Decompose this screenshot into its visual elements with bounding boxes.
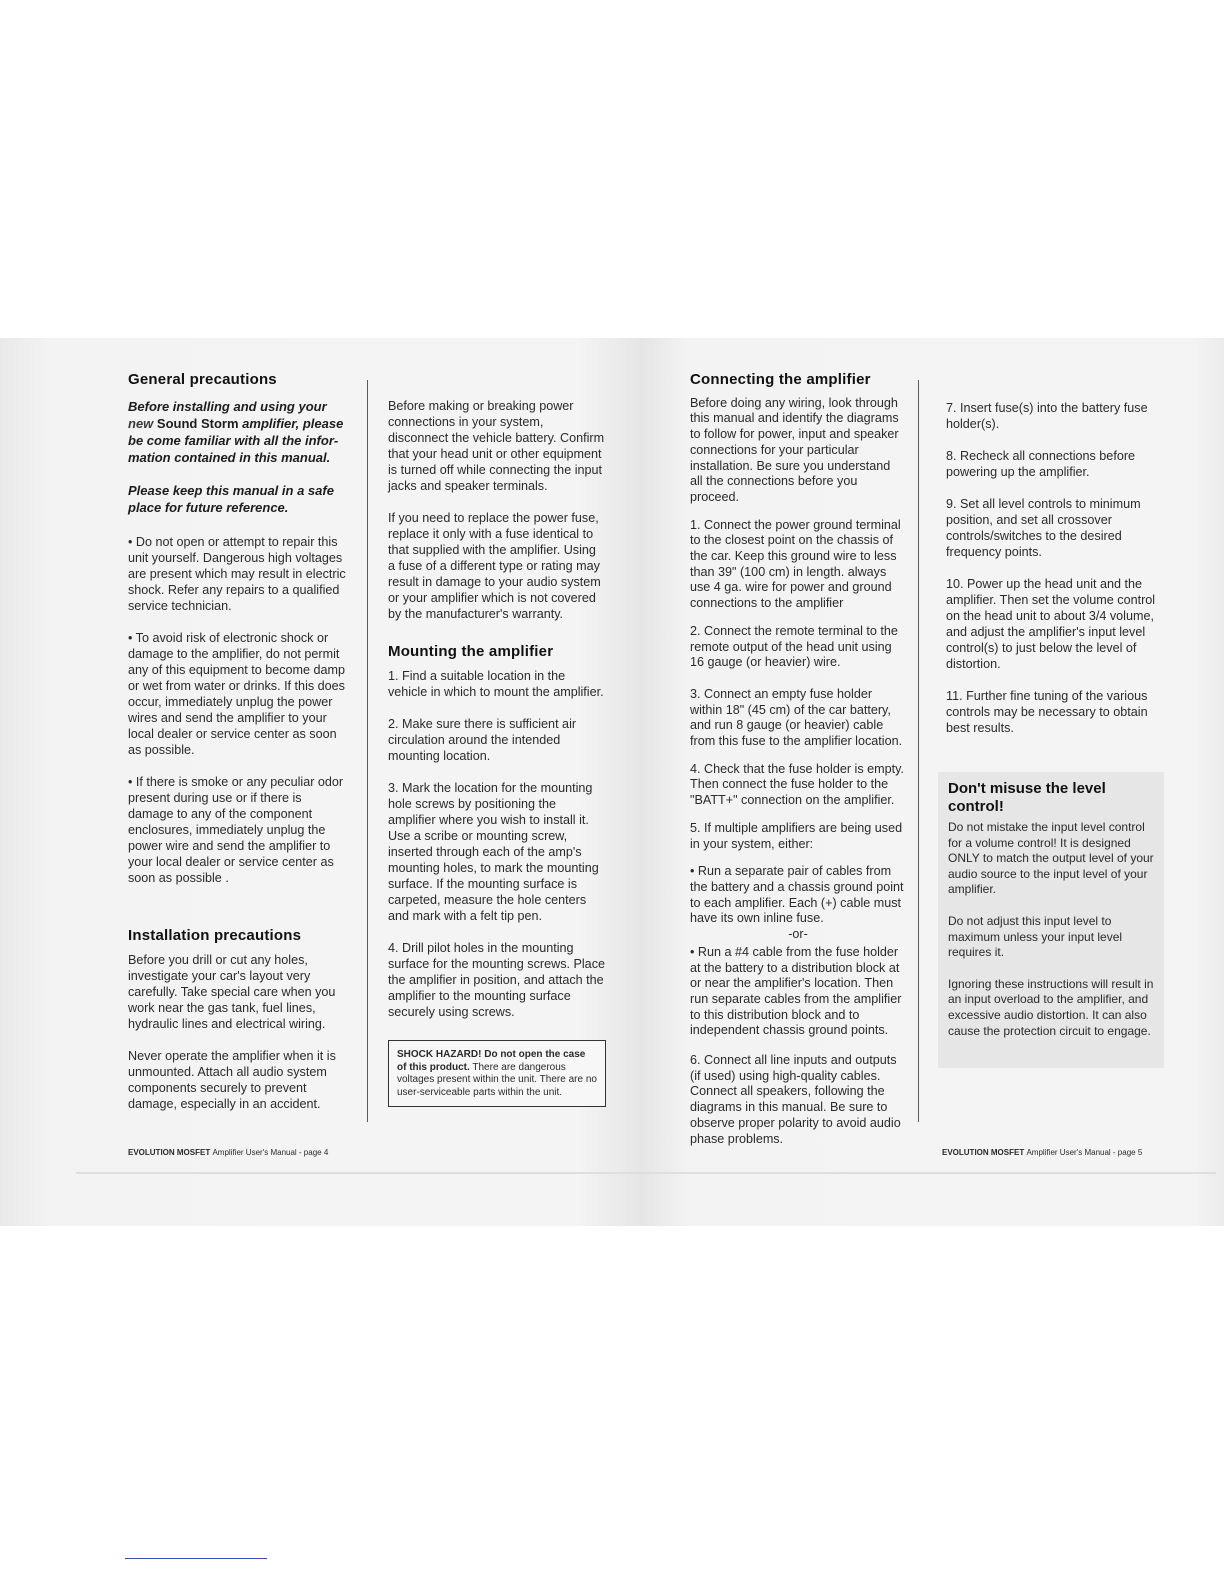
installation-precautions-heading: Installation precautions <box>128 927 302 944</box>
level-control-heading: Don't misuse the level control! <box>948 780 1106 815</box>
caution-box-content <box>948 780 1154 1055</box>
left-page-footer <box>128 1148 328 1157</box>
connect-step-11: 11. Further fine tuning of the various controls may be necessary to obtain best results. <box>946 689 1148 735</box>
power-para-1: Before making or breaking power connections in your system, disconnect the vehicle battery. Confirm that your head unit or other equipment is turned off while connecting the input jacks and speaker terminals. <box>388 399 605 493</box>
bottom-rule <box>125 1558 267 1559</box>
installation-para-1: Before you drill or cut any holes, investigate your car's layout very carefully. Take special care when you work near the gas tank, fuel lines, hydraulic lines and electrical wiring. <box>128 953 336 1031</box>
footer-page-label: Amplifier User's Manual - page 5 <box>1026 1148 1143 1157</box>
page-bottom-edge <box>76 1172 1216 1174</box>
connect-step-1: 1. Connect the power ground terminal to the closest point on the chassis of the car. Keep this ground wire to less than 39" (100 cm) in length. always use 4 ga. wire for power and ground connections to the amplifier <box>690 517 901 611</box>
power-para-2: If you need to replace the power fuse, replace it only with a fuse identical to that supplied with the amplifier. Using a fuse of a different type or rating may result in damage to your audio system or your amplifier which is not covered by the manufacturer's warranty. <box>388 511 601 621</box>
connect-step-2: 2. Connect the remote terminal to the remote output of the head unit using 16 gauge (or heavier) wire. <box>690 623 898 670</box>
connect-step-4: 4. Check that the fuse holder is empty. Then connect the fuse holder to the "BATT+" connection on the amplifier. <box>690 761 904 808</box>
shock-hazard-title: SHOCK HAZARD! Do not open the case of this product. <box>397 1049 586 1073</box>
left-column-2 <box>388 398 606 1107</box>
keep-manual-note: Please keep this manual in a safe place for future reference. <box>128 483 334 515</box>
footer-product: EVOLUTION MOSFET <box>942 1148 1025 1157</box>
general-precautions-heading: General precautions <box>128 371 277 388</box>
connect-step-6: 6. Connect all line inputs and outputs (if used) using high-quality cables. Connect all speakers, following the diagrams in this manual. Be sure to observe proper polarity to avoid audio phase problems. <box>690 1053 901 1146</box>
mounting-step-1: 1. Find a suitable location in the vehicle in which to mount the amplifier. <box>388 669 604 699</box>
level-control-para-3: Ignoring these instructions will result in an input overload to the amplifier, and excessive audio distortion. It can also cause the protection circuit to engage. <box>948 976 1154 1038</box>
footer-page-label: Amplifier User's Manual - page 4 <box>212 1148 329 1157</box>
mounting-step-3: 3. Mark the location for the mounting hole screws by positioning the amplifier where you wish to install it. Use a scribe or mounting screw, inserted through each of the amp's mounting holes, to mark the mounting surface. If the mounting surface is carpeted, measure the hole centers and mark with a felt tip pen. <box>388 781 599 923</box>
connecting-intro: Before doing any wiring, look through this manual and identify the diagrams to follow for power, input and speaker connections for your particular installation. Be sure you understand all the connections before you proceed. <box>690 395 899 504</box>
brand-name: Sound Storm <box>156 416 239 431</box>
level-control-caution-box <box>938 772 1164 1068</box>
right-page-footer <box>942 1148 1142 1157</box>
precaution-bullet-3: • If there is smoke or any peculiar odor present during use or if there is damage to any of the component enclosures, immediately unplug the power wire and send the amplifier to your local dealer or service center as soon as possible . <box>128 775 344 885</box>
left-column-divider <box>367 380 368 1122</box>
or-separator: -or- <box>788 927 808 942</box>
installation-para-2: Never operate the amplifier when it is unmounted. Attach all audio system components securely to prevent damage, especially in an accident. <box>128 1049 336 1111</box>
level-control-para-1: Do not mistake the input level control for a volume control! It is designed ONLY to match the output level of your audio source to the input level of your amplifier. <box>948 820 1154 897</box>
mounting-step-2: 2. Make sure there is sufficient air circulation around the intended mounting location. <box>388 717 577 763</box>
connect-bullet-b: • Run a #4 cable from the fuse holder at the battery to a distribution block at or near the amplifier's location. Then run separate cables from the amplifier to this distribution block and to independent chassis ground points. <box>690 944 902 1038</box>
connect-step-5: 5. If multiple amplifiers are being used in your system, either: <box>690 820 903 851</box>
mounting-heading: Mounting the amplifier <box>388 643 554 660</box>
connect-step-3: 3. Connect an empty fuse holder within 18" (45 cm) of the car battery, and run 8 gauge (or heavier) cable from this fuse to the amplifier location. <box>690 686 903 749</box>
footer-product: EVOLUTION MOSFET <box>128 1148 211 1157</box>
right-column-divider <box>918 380 919 1122</box>
intro-text-b: amplifier, please be come familiar with all the information contained in this manual. <box>128 416 344 465</box>
connect-step-7: 7. Insert fuse(s) into the battery fuse holder(s). <box>946 401 1148 431</box>
intro-text-a: Before installing and using your <box>128 399 327 414</box>
shock-hazard-text: There are dangerous voltages present within the unit. There are no user-serviceable parts within the unit. <box>397 1061 597 1098</box>
connect-step-9: 9. Set all level controls to minimum position, and set all crossover controls/switches to the desired frequency points. <box>946 497 1141 559</box>
connect-bullet-a: • Run a separate pair of cables from the battery and a chassis ground point to each amplifier. Each (+) cable must have its own inline fuse. <box>690 864 904 926</box>
intro-paragraph <box>128 398 346 466</box>
left-column-1 <box>128 372 346 1128</box>
level-control-para-2: Do not adjust this input level to maximum unless your input level requires it. <box>948 913 1123 960</box>
right-column-1 <box>690 372 906 1163</box>
connect-step-8: 8. Recheck all connections before powering up the amplifier. <box>946 449 1136 479</box>
connecting-heading: Connecting the amplifier <box>690 371 871 388</box>
precaution-bullet-2: • To avoid risk of electronic shock or damage to the amplifier, do not permit any of this equipment to become damp or wet from water or drinks. If this does occur, immediately unplug the power wires and send the amplifier to your local dealer or service center as soon as possible. <box>128 631 346 757</box>
right-column-2 <box>946 400 1172 752</box>
connect-step-10: 10. Power up the head unit and the amplifier. Then set the volume control on the head unit to about 3/4 volume, and adjust the amplifier's input level control(s) to just below the level of distortion. <box>946 577 1156 671</box>
mounting-step-4: 4. Drill pilot holes in the mounting surface for the mounting screws. Place the amplifier in position, and attach the amplifier to the mounting surface securely using screws. <box>388 941 605 1019</box>
shock-hazard-warning <box>388 1040 606 1107</box>
precaution-bullet-1: • Do not open or attempt to repair this unit yourself. Dangerous high voltages are present which may result in electric shock. Refer any repairs to a qualified service technician. <box>128 535 346 613</box>
intro-new: new <box>128 416 154 431</box>
